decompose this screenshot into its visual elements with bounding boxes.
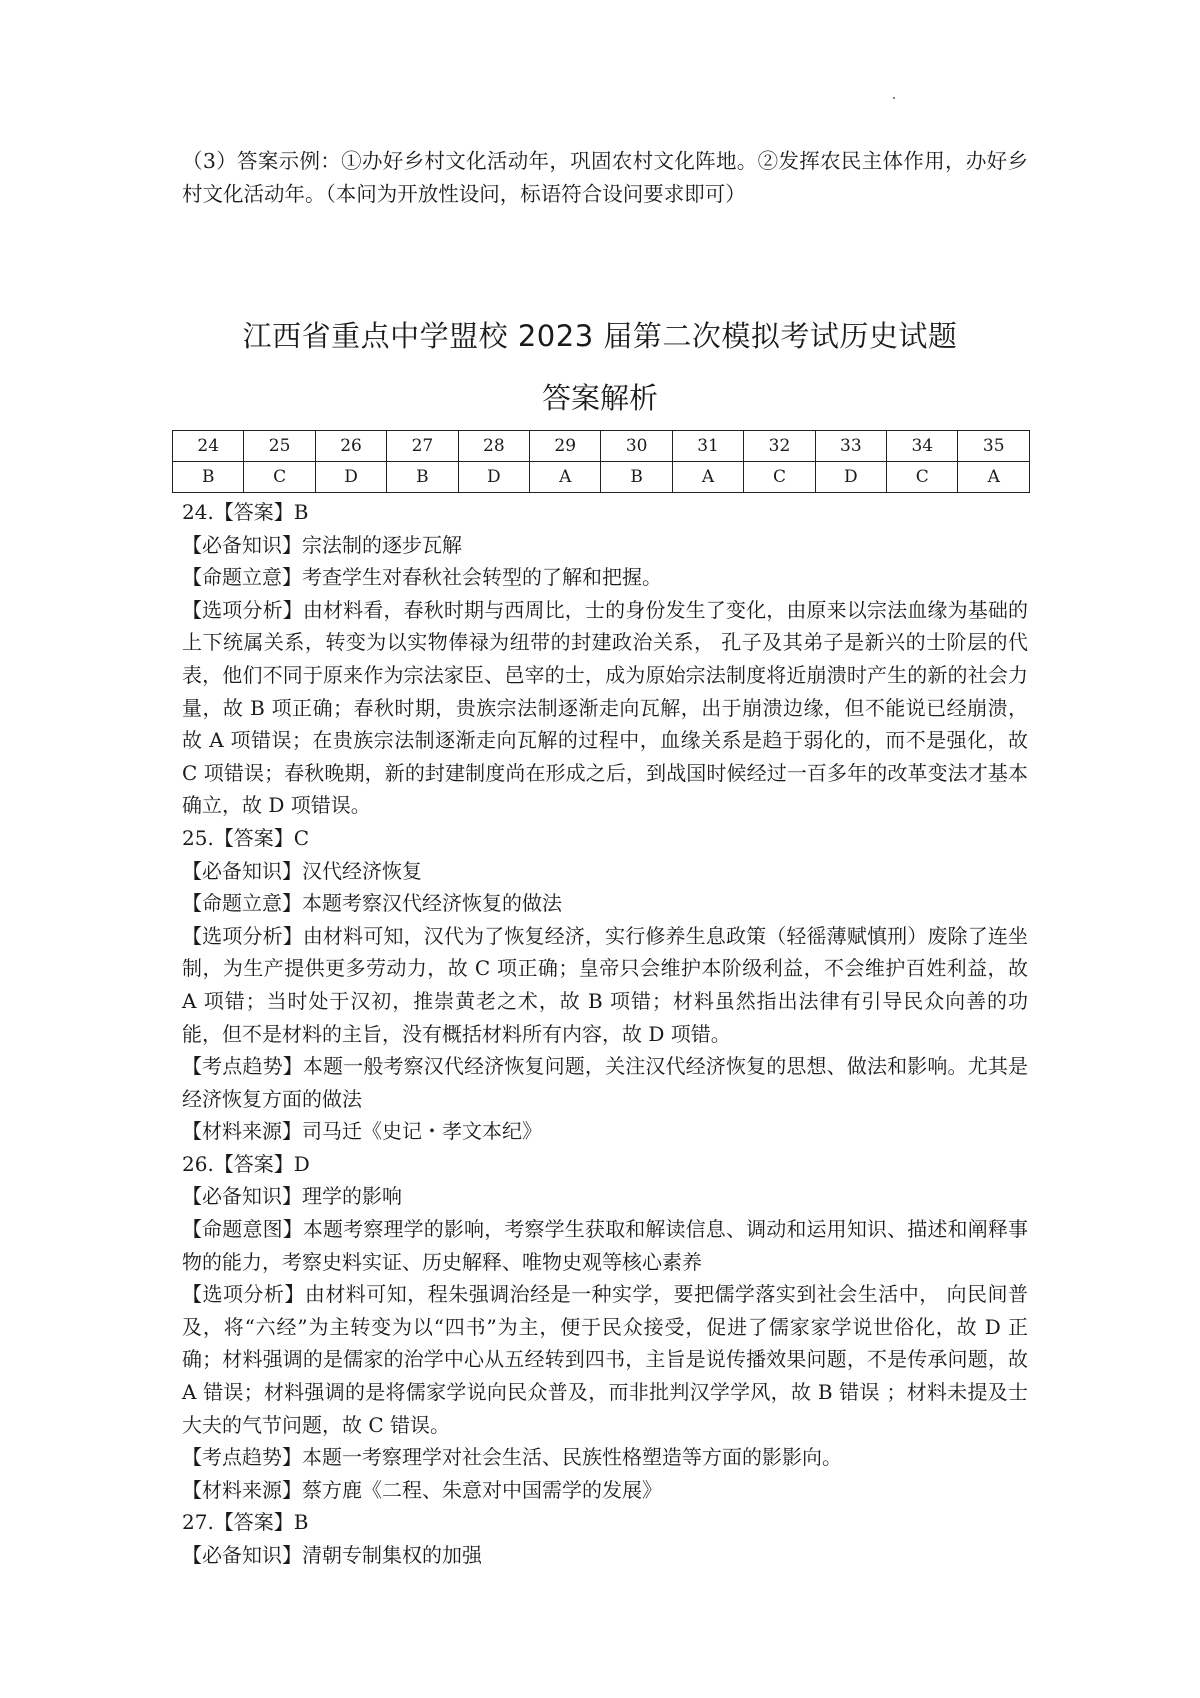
question-number-cell: 32 (744, 431, 815, 462)
question-number-cell: 34 (887, 431, 958, 462)
answer-cell: B (173, 462, 244, 493)
page-title: 江西省重点中学盟校 2023 届第二次模拟考试历史试题 (242, 319, 958, 353)
question-number-cell: 31 (672, 431, 743, 462)
answer-cell: D (315, 462, 386, 493)
q26-intent: 【命题意图】本题考察理学的影响，考察学生获取和解读信息、调动和运用知识、描述和阐释事物的能力，考察史料实证、历史解释、唯物史观等核心素养 (182, 1217, 1028, 1274)
q27-knowledge: 【必备知识】清朝专制集权的加强 (182, 1543, 482, 1567)
question-number-row (173, 431, 1030, 462)
q25-source: 【材料来源】司马迁《史记・孝文本纪》 (182, 1119, 542, 1144)
q25-analysis: 【选项分析】由材料可知，汉代为了恢复经济，实行修养生息政策（轻徭薄赋慎刑）废除了连坐制，为生产提供更多劳动力，故 C 项正确；皇帝只会维护本阶级利益，不会维护百姓利益，故 A 项错；当时处于汉初，推崇黄老之术，故 B 项错；材料虽然指出法律有引导民众向善的功能，但不是材料的主旨，没有概括材料所有内容，故 D 项错。 (182, 923, 1028, 1046)
question-number-cell: 35 (958, 431, 1030, 462)
answer-row (173, 462, 1030, 493)
answer-cell: B (601, 462, 672, 493)
question-number-cell: 27 (387, 431, 458, 462)
q24-knowledge: 【必备知识】宗法制的逐步瓦解 (182, 532, 462, 557)
q25-intent: 【命题立意】本题考察汉代经济恢复的做法 (182, 891, 562, 916)
answer-table (172, 430, 1030, 493)
explanation-body (182, 496, 1028, 1572)
question-number-cell: 24 (173, 431, 244, 462)
question-number-cell: 26 (315, 431, 386, 462)
q25-knowledge: 【必备知识】汉代经济恢复 (182, 858, 422, 883)
question-number-cell: 25 (244, 431, 315, 462)
question-number-cell: 28 (458, 431, 529, 462)
page-subtitle: 答案解析 (541, 381, 658, 415)
answer-cell: C (244, 462, 315, 493)
q25-answer: 25.【答案】C (182, 825, 310, 850)
question-number-cell: 30 (601, 431, 672, 462)
q26-source: 【材料来源】蔡方鹿《二程、朱意对中国需学的发展》 (182, 1477, 662, 1502)
answer-cell: D (815, 462, 886, 493)
q24-answer: 24.【答案】B (182, 500, 309, 524)
question-number-cell: 29 (530, 431, 601, 462)
answer-cell: A (530, 462, 601, 493)
answer-cell: B (387, 462, 458, 493)
answer-cell: A (958, 462, 1030, 493)
answer-cell: D (458, 462, 529, 493)
q26-knowledge: 【必备知识】理学的影响 (182, 1184, 402, 1209)
q24-intent: 【命题立意】考查学生对春秋社会转型的了解和把握。 (182, 565, 662, 590)
q27-answer: 27.【答案】B (182, 1510, 309, 1535)
q24-analysis: 【选项分析】由材料看，春秋时期与西周比，士的身份发生了变化，由原来以宗法血缘为基础的上下统属关系，转变为以实物俸禄为纽带的封建政治关系， 孔子及其弟子是新兴的士阶层的代表，他们不同于原来作为宗法家臣、邑宰的士，成为原始宗法制度将近崩溃时产生的新的社会力量，故 B 项正确；春秋时期，贵族宗法制逐渐走向瓦解，出于崩溃边缘，但不能说已经崩溃，故 A 项错误；在贵族宗法制逐渐走向瓦解的过程中，血缘关系是趋于弱化的，而不是强化，故 C 项错误；春秋晚期，新的封建制度尚在形成之后，到战国时候经过一百多年的改革变法才基本确立，故 D 项错误。 (182, 597, 1028, 818)
answer-cell: A (672, 462, 743, 493)
question-number-cell: 33 (815, 431, 886, 462)
answer-cell: C (744, 462, 815, 493)
q26-analysis: 【选项分析】由材料可知，程朱强调治经是一种实学，要把儒学落实到社会生活中， 向民间普及，将“六经”为主转变为以“四书”为主，便于民众接受，促进了儒家家学说世俗化，故 D 正确；材料强调的是儒家的治学中心从五经转到四书，主旨是说传播效果问题，不是传承问题，故 A 错误；材料强调的是将儒家学说向民众普及，而非批判汉学学风，故 B 错误 ；材料未提及士大夫的气节问题，故 C 错误。 (182, 1282, 1028, 1437)
answer-cell: C (887, 462, 958, 493)
intro-paragraph: （3）答案示例：①办好乡村文化活动年，巩固农村文化阵地。②发挥农民主体作用，办好乡村文化活动年。（本问为开放性设问，标语符合设问要求即可） (182, 149, 1028, 206)
q26-trend: 【考点趋势】本题一考察理学对社会生活、民族性格塑造等方面的影影向。 (182, 1445, 842, 1470)
q26-answer: 26.【答案】D (182, 1151, 310, 1176)
q25-trend: 【考点趋势】本题一般考察汉代经济恢复问题，关注汉代经济恢复的思想、做法和影响。尤其是经济恢复方面的做法 (182, 1054, 1028, 1111)
scan-speck (893, 97, 895, 99)
